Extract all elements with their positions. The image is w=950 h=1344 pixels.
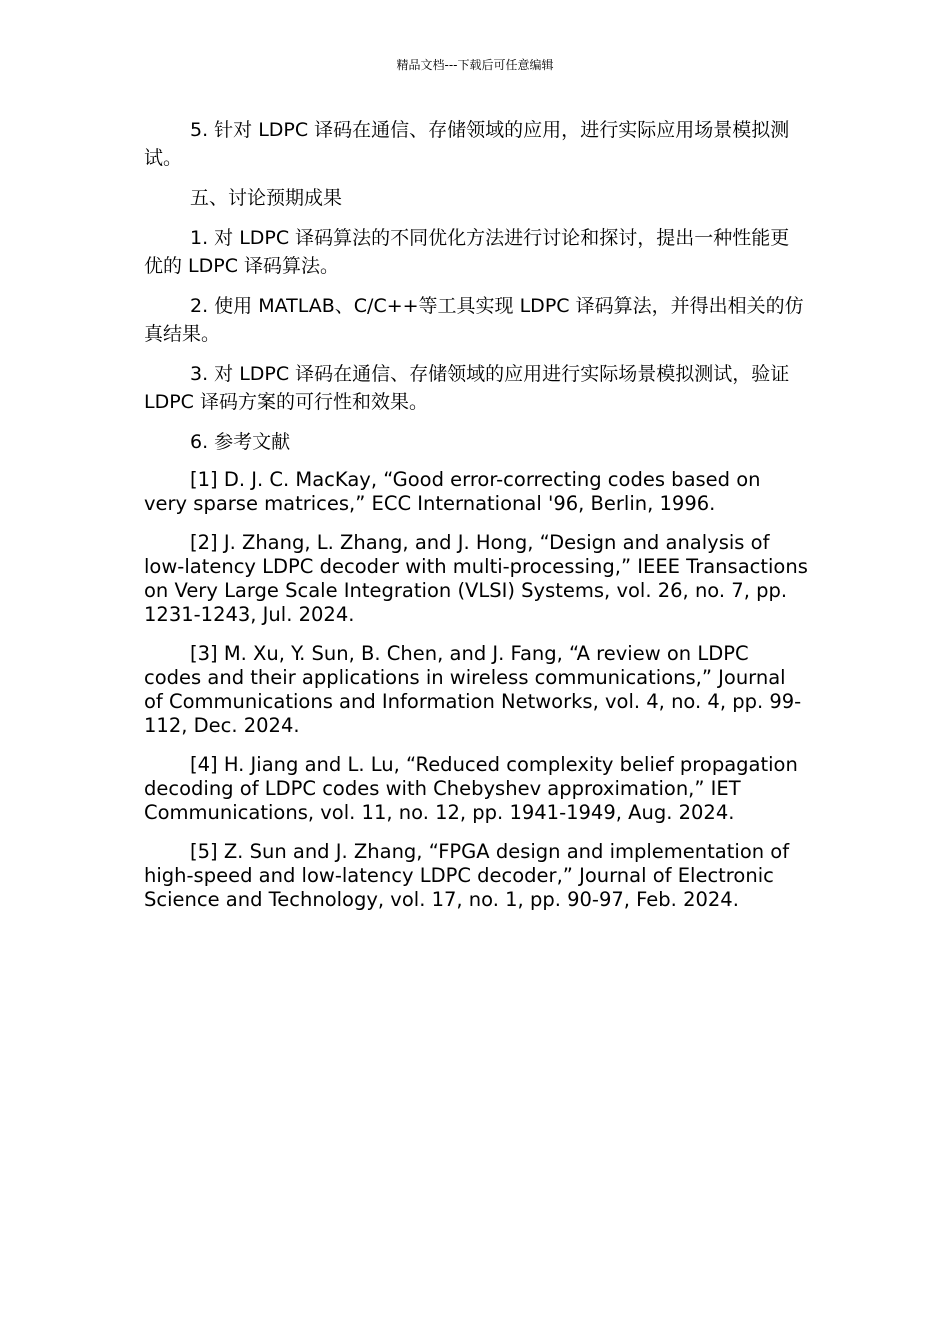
document-body — [144, 116, 808, 927]
result-item-2: 2. 使用 MATLAB、C/C++等工具实现 LDPC 译码算法，并得出相关的仿真结果。 — [144, 295, 804, 345]
result-item-1: 1. 对 LDPC 译码算法的不同优化方法进行讨论和探讨，提出一种性能更优的 LDPC 译码算法。 — [144, 227, 790, 277]
section-heading-expected-results: 五、讨论预期成果 — [190, 187, 343, 209]
reference-item: [3] M. Xu, Y. Sun, B. Chen, and J. Fang, “A review on LDPC codes and their applications in wireless communications,” Journal of Communications and Information Networks, vol. 4, no. 4, pp. 99-112, Dec. 2024. — [144, 642, 802, 737]
reference-item: [2] J. Zhang, L. Zhang, and J. Hong, “Design and analysis of low-latency LDPC decoder with multi-processing,” IEEE Transactions on Very Large Scale Integration (VLSI) Systems, vol. 26, no. 7, pp. 1231-1243, Jul. 2024. — [144, 531, 808, 626]
result-item-3: 3. 对 LDPC 译码在通信、存储领域的应用进行实际场景模拟测试，验证 LDPC 译码方案的可行性和效果。 — [144, 363, 790, 413]
section-heading-references: 6. 参考文献 — [190, 431, 291, 453]
reference-item: [5] Z. Sun and J. Zhang, “FPGA design and implementation of high-speed and low-latency LDPC decoder,” Journal of Electronic Science and Technology, vol. 17, no. 1, pp. 90-97, Feb. 2024. — [144, 840, 790, 911]
reference-list — [144, 468, 808, 912]
reference-item: [4] H. Jiang and L. Lu, “Reduced complexity belief propagation decoding of LDPC codes with Chebyshev approximation,” IET Communications, vol. 11, no. 12, pp. 1941-1949, Aug. 2024. — [144, 753, 798, 824]
reference-item: [1] D. J. C. MacKay, “Good error-correcting codes based on very sparse matrices,” ECC International '96, Berlin, 1996. — [144, 468, 761, 515]
page-header: 精品文档---下载后可任意编辑 — [396, 58, 554, 72]
list-item-5: 5. 针对 LDPC 译码在通信、存储领域的应用，进行实际应用场景模拟测试。 — [144, 119, 790, 169]
